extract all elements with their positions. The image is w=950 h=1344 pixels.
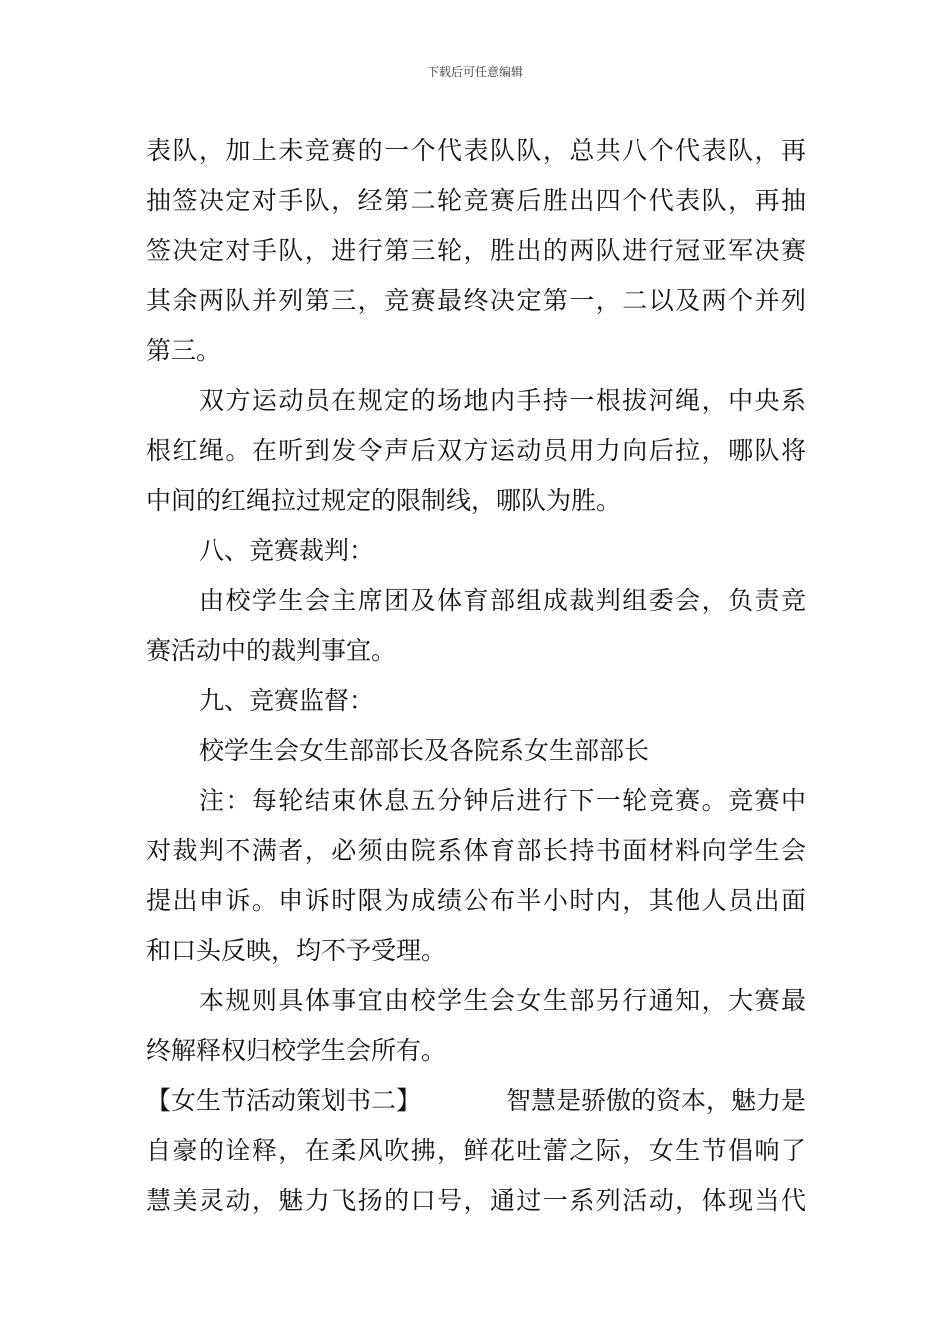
text-line: 其余两队并列第三，竞赛最终决定第一，二以及两个并列 [146, 286, 806, 315]
text-line: 对裁判不满者，必须由院系体育部长持书面材料向学生会 [146, 836, 806, 865]
document-body [146, 126, 806, 1226]
text-line: 提出申诉。申诉时限为成绩公布半小时内，其他人员出面 [146, 886, 806, 915]
text-line: 双方运动员在规定的场地内手持一根拔河绳，中央系 [199, 386, 806, 415]
text-line: 中间的红绳拉过规定的限制线，哪队为胜。 [146, 486, 622, 515]
text-line: 赛活动中的裁判事宜。 [146, 636, 397, 665]
paragraph-rules [146, 376, 806, 526]
section-two-opening-text: 智慧是骄傲的资本，魅力是 [505, 1086, 806, 1115]
text-line: 慧美灵动，魅力飞扬的口号，通过一系列活动，体现当代 [146, 1186, 806, 1215]
text-line: 本规则具体事宜由校学生会女生部另行通知，大赛最 [199, 986, 806, 1015]
section-two [146, 1076, 806, 1226]
text-line: 九、竞赛监督： [199, 686, 375, 715]
paragraph-note [146, 776, 806, 976]
paragraph-supervision [146, 726, 806, 776]
section-two-heading: 【女生节活动策划书二】 [146, 1086, 422, 1115]
paragraph-referee [146, 576, 806, 676]
text-line: 抽签决定对手队，经第二轮竞赛后胜出四个代表队，再抽 [146, 186, 806, 215]
page-header: 下载后可任意编辑 [426, 65, 523, 79]
section-heading-referee [146, 526, 806, 576]
section-heading-supervision [146, 676, 806, 726]
text-line: 签决定对手队，进行第三轮，胜出的两队进行冠亚军决赛 [146, 236, 806, 265]
text-line: 由校学生会主席团及体育部组成裁判组委会，负责竞 [199, 586, 806, 615]
text-line: 注：每轮结束休息五分钟后进行下一轮竞赛。竞赛中 [199, 786, 806, 815]
text-line: 根红绳。在听到发令声后双方运动员用力向后拉，哪队将 [146, 436, 806, 465]
text-line: 自豪的诠释，在柔风吹拂，鲜花吐蕾之际，女生节倡响了 [146, 1136, 806, 1165]
text-line: 表队，加上未竞赛的一个代表队队，总共八个代表队，再 [146, 136, 806, 165]
paragraph-interpretation [146, 976, 806, 1076]
text-line: 终解释权归校学生会所有。 [146, 1036, 447, 1065]
text-line: 校学生会女生部部长及各院系女生部部长 [199, 736, 650, 765]
paragraph-match-format [146, 126, 806, 376]
text-line: 第三。 [146, 336, 222, 365]
text-line: 和口头反映，均不予受理。 [146, 936, 447, 965]
text-line: 八、竞赛裁判： [199, 536, 375, 565]
section-two-first-line [146, 1076, 806, 1126]
